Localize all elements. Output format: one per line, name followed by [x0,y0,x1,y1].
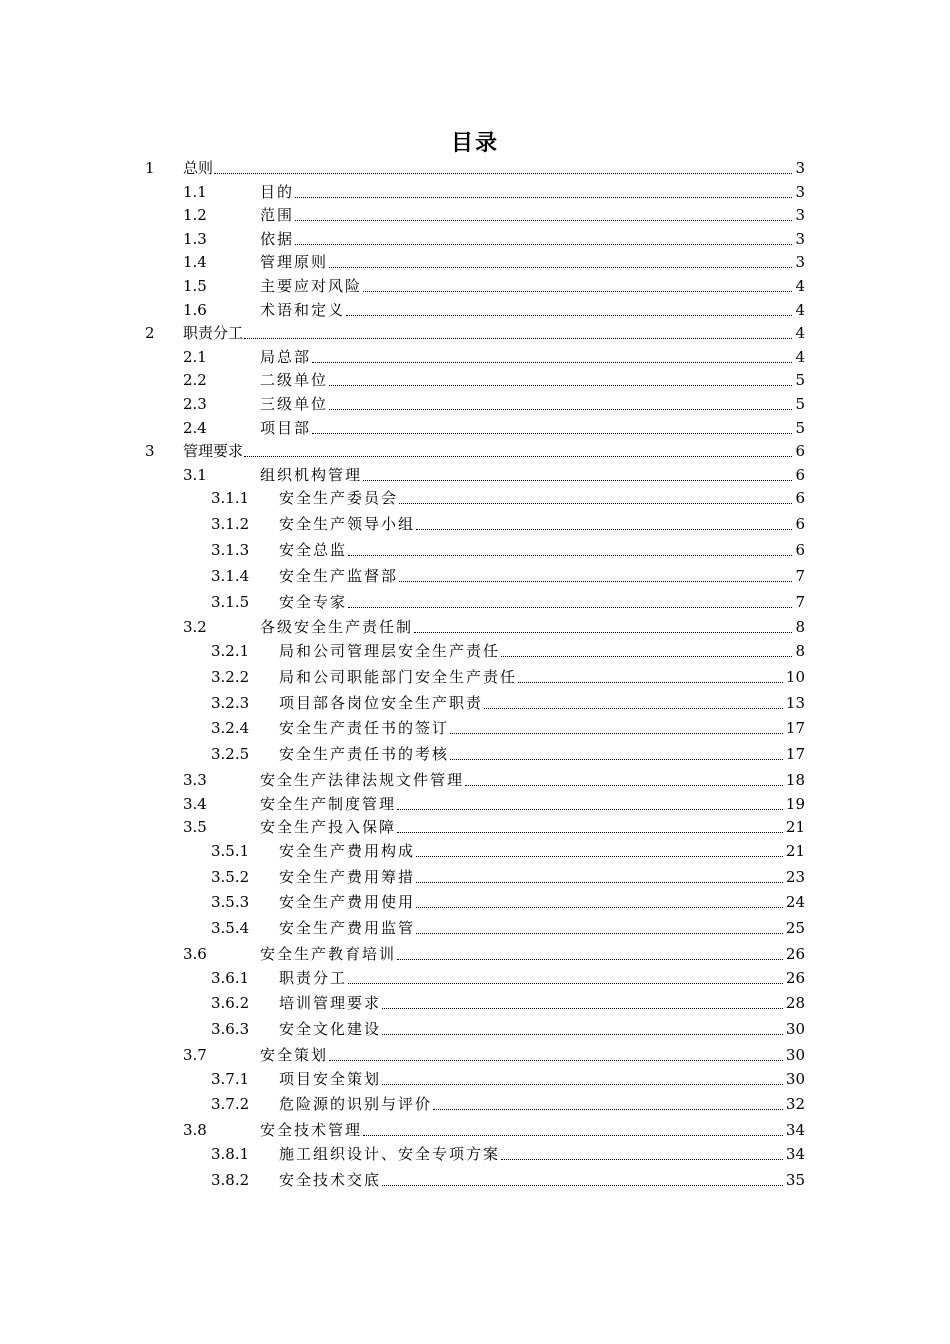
toc-entry-title: 局总部 [260,347,312,366]
toc-entry-title: 安全生产责任书的签订 [279,719,450,738]
toc-entry-number: 3.2.1 [211,642,250,660]
toc-entry-page: 5 [795,395,805,413]
toc-leader-dots [214,173,792,174]
toc-entry-number: 3.2 [183,618,207,637]
toc-leader-dots [399,581,792,582]
toc-entry-page: 10 [785,667,805,686]
toc-entry-page: 5 [795,418,805,437]
toc-entry[interactable] [0,1168,950,1192]
toc-entry[interactable] [0,691,950,715]
toc-entry-title: 安全生产费用使用 [279,893,416,912]
toc-leader-dots [348,555,792,556]
toc-entry[interactable] [0,463,950,487]
toc-entry-title: 安全生产制度管理 [260,794,397,813]
toc-entry-title: 二级单位 [260,371,329,390]
toc-entry-page: 30 [785,1046,805,1064]
toc-entry-title: 安全技术管理 [260,1121,363,1140]
toc-entry-number: 3.7.2 [211,1095,250,1114]
toc-entry-title: 项目部 [260,418,312,437]
toc-leader-dots [295,197,792,198]
toc-entry[interactable] [0,768,950,792]
toc-entry-page: 26 [785,945,805,963]
toc-entry[interactable] [0,321,950,345]
toc-entry-number: 3.6.2 [211,994,250,1013]
toc-leader-dots [244,338,792,339]
toc-entry[interactable] [0,1118,950,1142]
toc-leader-dots [414,632,792,633]
toc-entry-title: 项目部各岗位安全生产职责 [279,693,484,712]
toc-entry[interactable] [0,1092,950,1116]
toc-entry-number: 1.1 [183,182,207,201]
toc-leader-dots [382,1084,783,1085]
toc-entry-page: 4 [795,277,805,295]
toc-leader-dots [312,362,792,363]
toc-leader-dots [382,1185,783,1186]
toc-entry-title: 安全生产费用监管 [279,919,416,938]
toc-entry-page: 26 [785,968,805,987]
toc-entry-title: 安全技术交底 [279,1170,382,1189]
toc-leader-dots [348,983,783,984]
toc-entry[interactable] [0,392,950,416]
toc-entry-title: 安全生产费用筹措 [279,867,416,886]
toc-entry-page: 3 [795,206,805,225]
toc-leader-dots [399,503,792,504]
toc-leader-dots [416,933,783,934]
toc-leader-dots [484,708,783,709]
toc-entry-title: 依据 [260,229,295,248]
toc-entry-page: 18 [785,771,805,789]
toc-entry-number: 3.5.1 [211,841,250,860]
toc-entry-title: 管理要求 [183,442,244,461]
toc-entry[interactable] [0,416,950,440]
toc-leader-dots [416,882,783,883]
toc-entry-number: 3.2.4 [211,719,250,738]
toc-entry-number: 3.6.1 [211,968,250,987]
toc-entry-title: 安全生产投入保障 [260,818,397,837]
toc-entry-page: 24 [785,893,805,912]
toc-entry[interactable] [0,156,950,180]
toc-leader-dots [433,1109,783,1110]
toc-entry-title: 各级安全生产责任制 [260,618,414,637]
toc-entry-number: 3.1.4 [211,566,250,585]
toc-entry-number: 3.2.3 [211,693,250,712]
toc-entry-page: 4 [795,347,805,366]
toc-entry-title: 范围 [260,206,295,225]
toc-entry-page: 21 [785,818,805,837]
toc-entry-number: 1.3 [183,229,207,248]
toc-entry-title: 管理原则 [260,253,329,272]
toc-entry[interactable] [0,538,950,562]
toc-entry[interactable] [0,1067,950,1091]
toc-entry-title: 安全文化建设 [279,1020,382,1039]
toc-entry[interactable] [0,916,950,940]
toc-entry-title: 安全专家 [279,592,348,611]
toc-entry-page: 4 [795,300,805,319]
toc-entry-page: 6 [795,541,805,559]
toc-entry-page: 17 [785,719,805,738]
toc-entry-number: 3.4 [183,794,207,813]
toc-entry-number: 3.5.3 [211,893,250,912]
toc-entry-number: 3.5 [183,818,207,837]
toc-entry-number: 2.3 [183,395,207,413]
toc-entry[interactable] [0,590,950,614]
toc-entry-page: 25 [785,919,805,938]
toc-entry-page: 28 [785,994,805,1013]
toc-entry-title: 组织机构管理 [260,465,363,484]
toc-entry-number: 3.5.4 [211,919,250,938]
toc-entry-number: 1.2 [183,206,207,225]
toc-entry-number: 3.6 [183,945,207,963]
toc-entry[interactable] [0,1043,950,1067]
toc-entry-page: 8 [795,642,805,660]
toc-entry-page: 3 [795,253,805,272]
toc-entry[interactable] [0,966,950,990]
toc-entry-number: 3.8.2 [211,1170,250,1189]
toc-leader-dots [348,607,792,608]
toc-leader-dots [382,1008,783,1009]
toc-entry-title: 安全生产委员会 [279,489,399,508]
toc-entry[interactable] [0,486,950,510]
toc-entry-page: 7 [795,592,805,611]
toc-leader-dots [465,785,783,786]
toc-entry[interactable] [0,512,950,536]
toc-entry[interactable] [0,274,950,298]
toc-entry-page: 6 [795,465,805,484]
toc-entry-number: 3.8.1 [211,1144,250,1163]
toc-entry[interactable] [0,345,950,369]
toc-leader-dots [346,315,792,316]
toc-leader-dots [312,433,792,434]
toc-entry[interactable] [0,716,950,740]
toc-entry-title: 安全策划 [260,1046,329,1064]
toc-entry-title: 职责分工 [279,968,348,987]
toc-entry[interactable] [0,639,950,663]
toc-entry-page: 34 [785,1144,805,1163]
toc-leader-dots [295,244,792,245]
toc-entry-page: 3 [795,182,805,201]
toc-entry-page: 13 [785,693,805,712]
toc-leader-dots [363,480,792,481]
toc-entry[interactable] [0,203,950,227]
toc-entry[interactable] [0,865,950,889]
toc-entry-number: 3.3 [183,771,207,789]
toc-leader-dots [397,809,783,810]
toc-entry-number: 1.4 [183,253,207,272]
toc-entry-title: 安全生产责任书的考核 [279,745,450,764]
toc-entry[interactable] [0,250,950,274]
toc-leader-dots [397,959,783,960]
toc-leader-dots [363,291,792,292]
toc-leader-dots [329,267,792,268]
toc-leader-dots [501,656,792,657]
toc-entry-page: 6 [795,489,805,508]
toc-entry-title: 安全生产监督部 [279,566,399,585]
toc-leader-dots [363,1135,783,1136]
toc-entry-title: 安全生产教育培训 [260,945,397,963]
toc-entry-number: 3.7.1 [211,1069,250,1088]
toc-entry-title: 安全生产费用构成 [279,841,416,860]
toc-entry-title: 职责分工 [183,324,244,343]
page-title: 目录 [450,131,499,156]
toc-entry[interactable] [0,439,950,463]
toc-leader-dots [397,832,783,833]
toc-entry-number: 2.2 [183,371,207,390]
toc-entry-number: 3.2.2 [211,667,250,686]
toc-entry-title: 术语和定义 [260,300,346,319]
toc-entry-number: 3.2.5 [211,745,250,764]
toc-entry-number: 2.4 [183,418,207,437]
toc-entry-page: 17 [785,745,805,764]
toc-leader-dots [450,759,783,760]
toc-entry[interactable] [0,742,950,766]
toc-entry[interactable] [0,180,950,204]
toc-entry-number: 3.8 [183,1121,207,1140]
toc-entry-number: 2.1 [183,347,207,366]
toc-entry-page: 6 [795,515,805,534]
toc-entry[interactable] [0,815,950,839]
toc-entry-page: 21 [785,841,805,860]
toc-leader-dots [518,682,783,683]
toc-leader-dots [329,1060,783,1061]
toc-entry-number: 1.5 [183,277,207,295]
toc-entry[interactable] [0,1017,950,1041]
toc-entry-number: 1.6 [183,300,207,319]
toc-entry[interactable] [0,615,950,639]
toc-entry-page: 8 [795,618,805,637]
toc-entry-number: 3.1 [183,465,207,484]
toc-entry-number: 3.7 [183,1046,207,1064]
toc-entry[interactable] [0,1142,950,1166]
toc-entry-page: 3 [795,159,805,177]
toc-entry-number: 3.1.2 [211,515,250,534]
toc-entry-title: 目的 [260,182,295,201]
toc-entry-number: 3.1.3 [211,541,250,559]
toc-entry[interactable] [0,942,950,966]
toc-leader-dots [501,1159,783,1160]
toc-entry[interactable] [0,792,950,816]
toc-entry[interactable] [0,839,950,863]
toc-leader-dots [416,907,783,908]
toc-leader-dots [329,409,792,410]
toc-entry-title: 主要应对风险 [260,277,363,295]
toc-entry-title: 安全总监 [279,541,348,559]
toc-entry[interactable] [0,298,950,322]
toc-entry[interactable] [0,991,950,1015]
toc-leader-dots [244,456,792,457]
toc-entry-title: 局和公司职能部门安全生产责任 [279,667,518,686]
toc-entry-title: 危险源的识别与评价 [279,1095,433,1114]
toc-entry-page: 19 [785,794,805,813]
toc-entry-number: 1 [145,159,155,177]
toc-entry-page: 7 [795,566,805,585]
toc-entry-page: 3 [795,229,805,248]
toc-entry-title: 安全生产法律法规文件管理 [260,771,465,789]
toc-entry[interactable] [0,890,950,914]
toc-entry-page: 32 [785,1095,805,1114]
toc-entry[interactable] [0,227,950,251]
toc-entry-title: 培训管理要求 [279,994,382,1013]
toc-leader-dots [295,220,792,221]
toc-entry-number: 3.6.3 [211,1020,250,1039]
toc-entry-number: 2 [145,324,155,343]
toc-leader-dots [416,856,783,857]
toc-entry-title: 三级单位 [260,395,329,413]
toc-entry[interactable] [0,564,950,588]
toc-entry-number: 3 [145,442,155,461]
toc-entry-page: 5 [795,371,805,390]
toc-entry-title: 局和公司管理层安全生产责任 [279,642,501,660]
toc-entry-number: 3.1.1 [211,489,250,508]
toc-entry[interactable] [0,665,950,689]
toc-entry-number: 3.5.2 [211,867,250,886]
toc-leader-dots [450,733,783,734]
toc-entry-title: 项目安全策划 [279,1069,382,1088]
toc-leader-dots [382,1034,783,1035]
toc-entry-page: 30 [785,1069,805,1088]
toc-entry-page: 30 [785,1020,805,1039]
toc-entry-page: 35 [785,1170,805,1189]
toc-entry-title: 总则 [183,159,214,177]
toc-entry-page: 4 [795,324,805,343]
toc-entry-page: 6 [795,442,805,461]
toc-entry-title: 安全生产领导小组 [279,515,416,534]
toc-entry-page: 34 [785,1121,805,1140]
toc-leader-dots [329,385,792,386]
toc-entry-title: 施工组织设计、安全专项方案 [279,1144,501,1163]
toc-entry[interactable] [0,368,950,392]
toc-entry-number: 3.1.5 [211,592,250,611]
toc-leader-dots [416,529,792,530]
toc-entry-page: 23 [785,867,805,886]
